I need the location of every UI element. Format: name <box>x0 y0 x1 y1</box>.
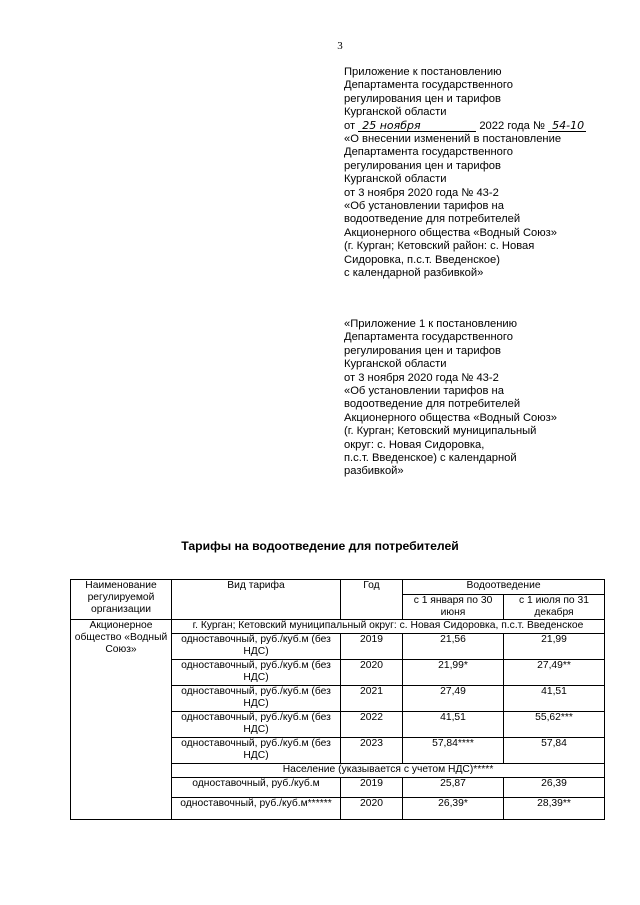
tariff-type: одноставочный, руб./куб.м <box>172 778 341 798</box>
period-1-value: 26,39* <box>403 798 504 820</box>
resolution-header <box>344 66 610 281</box>
appendix-line: (г. Курган; Кетовский муниципальный <box>344 425 537 438</box>
tariff-type: одноставочный, руб./куб.м (без НДС) <box>172 738 341 764</box>
header-line: Акционерного общества «Водный Союз» <box>344 226 558 239</box>
year-cell: 2022 <box>341 712 403 738</box>
table-title: Тарифы на водоотведение для потребителей <box>181 539 459 553</box>
date-prefix: от <box>344 119 356 132</box>
handwritten-date: 25 ноября <box>358 120 476 132</box>
territory-label: г. Курган; Кетовский муниципальный округ: с. Новая Сидоровка, п.с.т. Введенское <box>172 620 605 634</box>
period-1-value: 21,56 <box>403 634 504 660</box>
appendix-line: Акционерного общества «Водный Союз» <box>344 411 558 424</box>
year-cell: 2023 <box>341 738 403 764</box>
population-label: Население (указывается с учетом НДС)***** <box>172 764 605 778</box>
header-line: Приложение к постановлению <box>344 66 502 78</box>
year-cell: 2020 <box>341 660 403 686</box>
period-1-value: 21,99* <box>403 660 504 686</box>
tariff-type: одноставочный, руб./куб.м (без НДС) <box>172 660 341 686</box>
appendix-line: п.с.т. Введенское) с календарной <box>344 452 517 465</box>
year-cell: 2021 <box>341 686 403 712</box>
date-line <box>344 120 610 133</box>
header-line: регулирования цен и тарифов <box>344 159 501 172</box>
appendix-line: от 3 ноября 2020 года № 43-2 <box>344 371 499 384</box>
period-2-value: 41,51 <box>504 686 605 712</box>
header-year: Год <box>341 580 403 620</box>
period-1-value: 25,87 <box>403 778 504 798</box>
appendix-line: «Об установлении тарифов на <box>344 385 504 398</box>
appendix-line: разбивкой» <box>344 465 404 478</box>
period-1-value: 27,49 <box>403 686 504 712</box>
header-period-1: с 1 января по 30 июня <box>403 595 504 620</box>
period-2-value: 28,39** <box>504 798 605 820</box>
header-line: водоотведение для потребителей <box>344 213 521 226</box>
period-2-value: 55,62*** <box>504 712 605 738</box>
handwritten-number: 54-10 <box>548 120 586 132</box>
date-year: 2022 года № <box>479 119 545 132</box>
header-line: регулирования цен и тарифов <box>344 92 501 105</box>
header-line: Курганской области <box>344 173 447 186</box>
header-period-2: с 1 июля по 31 декабря <box>504 595 605 620</box>
header-line: от 3 ноября 2020 года № 43-2 <box>344 186 499 199</box>
header-line: «Об установлении тарифов на <box>344 200 504 213</box>
tariff-type: одноставочный, руб./куб.м (без НДС) <box>172 686 341 712</box>
appendix-header <box>344 318 610 479</box>
header-line: Курганской области <box>344 106 447 119</box>
territory-row <box>71 620 605 634</box>
header-line: (г. Курган; Кетовский район: с. Новая <box>344 240 535 253</box>
period-2-value: 21,99 <box>504 634 605 660</box>
period-2-value: 27,49** <box>504 660 605 686</box>
header-tariff-type: Вид тарифа <box>172 580 341 620</box>
period-1-value: 41,51 <box>403 712 504 738</box>
page-number: 3 <box>337 40 343 52</box>
tariff-type: одноставочный, руб./куб.м (без НДС) <box>172 712 341 738</box>
header-line: Департамента государственного <box>344 79 513 92</box>
appendix-line: «Приложение 1 к постановлению <box>344 318 518 330</box>
year-cell: 2019 <box>341 778 403 798</box>
tariff-type: одноставочный, руб./куб.м****** <box>172 798 341 820</box>
appendix-line: округ: с. Новая Сидоровка, <box>344 438 485 451</box>
appendix-line: водоотведение для потребителей <box>344 398 521 411</box>
period-1-value: 57,84**** <box>403 738 504 764</box>
header-org: Наименование регулируемой организации <box>71 580 172 620</box>
header-line: «О внесении изменений в постановление <box>344 133 562 146</box>
period-2-value: 57,84 <box>504 738 605 764</box>
appendix-line: регулирования цен и тарифов <box>344 344 501 357</box>
header-water-disposal: Водоотведение <box>403 580 605 595</box>
appendix-line: Департамента государственного <box>344 331 513 344</box>
tariff-table <box>70 579 605 820</box>
year-cell: 2019 <box>341 634 403 660</box>
org-name: Акционерное общество «Водный Союз» <box>71 620 172 820</box>
period-2-value: 26,39 <box>504 778 605 798</box>
header-line: Департамента государственного <box>344 146 513 159</box>
header-line: Сидоровка, п.с.т. Введенское) <box>344 253 500 266</box>
header-row <box>71 580 605 595</box>
tariff-type: одноставочный, руб./куб.м (без НДС) <box>172 634 341 660</box>
header-line: с календарной разбивкой» <box>344 267 484 280</box>
year-cell: 2020 <box>341 798 403 820</box>
appendix-line: Курганской области <box>344 358 447 371</box>
